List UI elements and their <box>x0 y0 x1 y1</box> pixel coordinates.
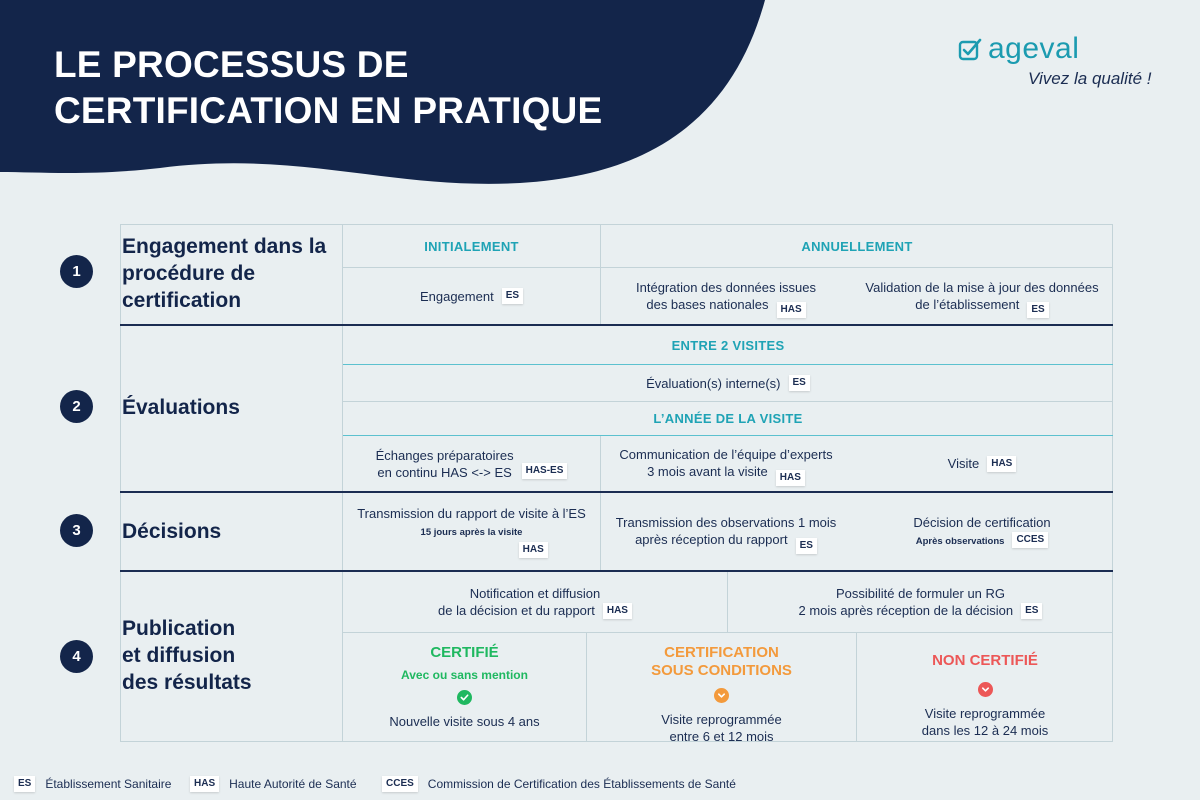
integration-cell: Intégration des données issues des bases nationales HAS <box>601 268 851 324</box>
result-title: CERTIFIÉ <box>430 644 499 661</box>
decision-cell: Décision de certification Après observations CCES <box>913 514 1051 547</box>
result-title: NON CERTIFIÉ <box>932 652 1038 669</box>
legend-item-cces: CCES Commission de Certification des Établissements de Santé <box>382 776 736 792</box>
badge-cces: CCES <box>382 776 418 792</box>
chevron-down-circle-icon <box>978 682 993 697</box>
result-not-certified <box>857 652 1113 739</box>
step-number-2: 2 <box>60 390 93 423</box>
transmission-observations-cell: Transmission des observations 1 mois après réception du rapport ES <box>601 493 851 570</box>
result-conditional <box>587 644 856 745</box>
internal-evaluation-cell: Évaluation(s) interne(s) ES <box>343 365 1113 401</box>
row-divider <box>343 632 1113 633</box>
header-annual: ANNUELLEMENT <box>801 238 913 254</box>
validation-cell: Validation de la mise à jour des données de l’établissement ES <box>851 268 1113 324</box>
badge-has: HAS <box>776 470 805 486</box>
badge-es: ES <box>796 538 817 554</box>
badge-es: ES <box>14 776 35 792</box>
badge-es: ES <box>789 375 810 391</box>
stage-title-1: Engagement dans la procédure de certification <box>122 234 327 312</box>
badge-has: HAS <box>777 302 806 318</box>
badge-es: ES <box>502 288 523 304</box>
result-certified <box>343 644 586 730</box>
step-number-3: 3 <box>60 514 93 547</box>
result-title: CERTIFICATION SOUS CONDITIONS <box>651 644 792 679</box>
visit-cell: Visite HAS <box>851 436 1113 491</box>
badge-has: HAS <box>987 456 1016 472</box>
badge-has: HAS <box>603 603 632 619</box>
notification-cell: Notification et diffusion de la décision et du rapport HAS <box>343 572 727 632</box>
result-detail: Nouvelle visite sous 4 ans <box>389 714 540 729</box>
engagement-cell: Engagement ES <box>343 268 600 324</box>
rg-cell: Possibilité de formuler un RG 2 mois après réception de la décision ES <box>728 572 1113 632</box>
legend-item-has: HAS Haute Autorité de Santé <box>190 776 357 792</box>
badge-has: HAS <box>519 542 548 558</box>
transmission-report-cell: Transmission du rapport de visite à l’ES 15 jours après la visite HAS <box>343 493 600 570</box>
logo-tagline: Vivez la qualité ! <box>1028 69 1152 88</box>
stage-title-4: Publication et diffusion des résultats <box>122 616 252 694</box>
header-visit-year: L’ANNÉE DE LA VISITE <box>653 411 803 426</box>
badge-cces: CCES <box>1012 532 1048 548</box>
chevron-down-circle-icon <box>714 688 729 703</box>
logo-brand: ageval <box>988 32 1080 65</box>
stage-title-3: Décisions <box>122 519 222 543</box>
badge-es: ES <box>1021 603 1042 619</box>
badge-has-es: HAS-ES <box>522 463 568 479</box>
page-title: LE PROCESSUS DE CERTIFICATION EN PRATIQUE <box>54 44 603 131</box>
checkbox-icon <box>958 38 982 62</box>
badge-es: ES <box>1027 302 1048 318</box>
legend-item-es: ES Établissement Sanitaire <box>14 776 171 792</box>
result-detail: Visite reprogrammée dans les 12 à 24 mois <box>921 706 1049 738</box>
header-initial: INITIALEMENT <box>424 238 519 254</box>
badge-has: HAS <box>190 776 219 792</box>
header-between-visits: ENTRE 2 VISITES <box>671 337 785 353</box>
check-circle-icon <box>457 690 472 705</box>
result-detail: Visite reprogrammée entre 6 et 12 mois <box>661 712 782 744</box>
communication-cell: Communication de l’équipe d’experts 3 mois avant la visite HAS <box>601 436 851 491</box>
result-subtitle: Avec ou sans mention <box>401 668 528 682</box>
stage-title-2: Évaluations <box>122 395 240 419</box>
step-number-1: 1 <box>60 255 93 288</box>
step-number-4: 4 <box>60 640 93 673</box>
exchanges-cell: Échanges préparatoires en continu HAS <-> ES HAS-ES <box>343 436 600 491</box>
ageval-logo <box>958 32 1158 96</box>
